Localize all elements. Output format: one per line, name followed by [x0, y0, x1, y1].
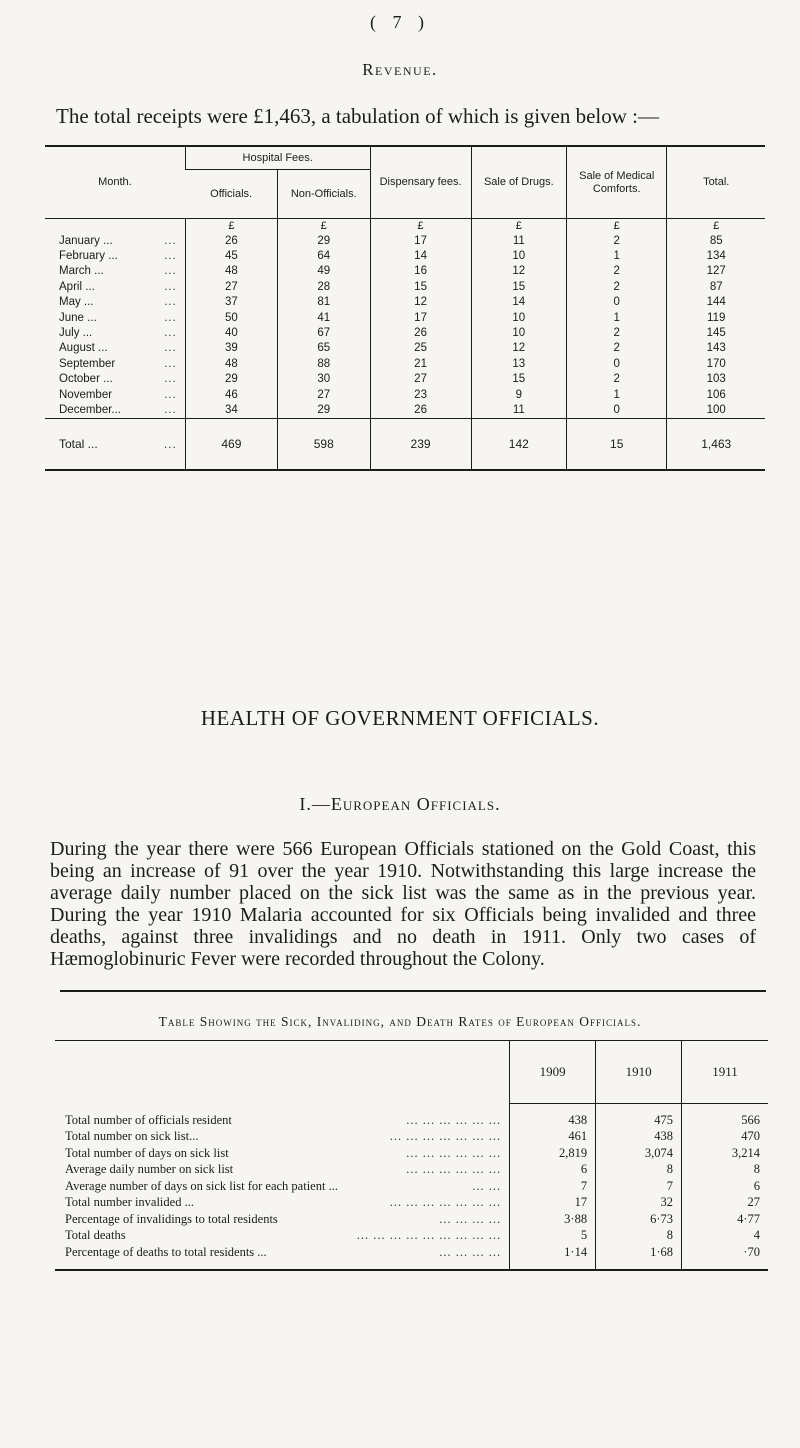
rates-row	[55, 1104, 768, 1129]
sale-drugs: 9	[471, 387, 566, 402]
officials-fee: 29	[185, 372, 277, 387]
month-total: 143	[667, 341, 765, 356]
currency-symbol: £	[667, 219, 765, 234]
leader-dots: ... ... ... ...	[439, 1211, 502, 1226]
month-row	[45, 356, 765, 371]
officials-fee: 26	[185, 233, 277, 248]
month-total: 106	[667, 387, 765, 402]
revenue-heading: Revenue.	[362, 60, 438, 79]
total-grand: 1,463	[667, 418, 765, 470]
value-1911: 4·77	[682, 1211, 768, 1228]
officials-fee: 39	[185, 341, 277, 356]
dispensary-fee: 21	[370, 356, 471, 371]
leader-dots: ... ... ... ...	[439, 1244, 502, 1259]
dispensary-fee: 17	[370, 310, 471, 325]
currency-symbol: £	[567, 219, 667, 234]
leader-dots: ...	[164, 250, 177, 263]
value-1909: 461	[510, 1129, 596, 1146]
officials-fee: 50	[185, 310, 277, 325]
value-1910: 8	[596, 1162, 682, 1179]
total-officials: 469	[185, 418, 277, 470]
sale-drugs: 10	[471, 325, 566, 340]
rates-row	[55, 1244, 768, 1270]
month-total: 119	[667, 310, 765, 325]
sale-comforts: 1	[567, 310, 667, 325]
row-label: Total number of days on sick list	[65, 1145, 229, 1160]
sale-comforts: 2	[567, 279, 667, 294]
col-sale-drugs: Sale of Drugs.	[471, 146, 566, 219]
total-dispensary: 239	[370, 418, 471, 470]
row-label: Average daily number on sick list	[65, 1162, 234, 1177]
month-label: August ...	[59, 342, 108, 355]
leader-dots: ...	[164, 342, 177, 355]
month-label: December...	[59, 403, 121, 416]
sale-drugs: 10	[471, 310, 566, 325]
rates-row	[55, 1178, 768, 1195]
non-officials-fee: 49	[277, 264, 370, 279]
non-officials-fee: 28	[277, 279, 370, 294]
currency-symbol: £	[471, 219, 566, 234]
sale-comforts: 0	[567, 295, 667, 310]
month-total: 170	[667, 356, 765, 371]
non-officials-fee: 67	[277, 325, 370, 340]
sale-comforts: 1	[567, 387, 667, 402]
value-1911: 4	[682, 1228, 768, 1245]
month-row	[45, 341, 765, 356]
rates-row	[55, 1195, 768, 1212]
officials-fee: 27	[185, 279, 277, 294]
dispensary-fee: 14	[370, 248, 471, 263]
value-1911: 27	[682, 1195, 768, 1212]
officials-fee: 48	[185, 264, 277, 279]
dispensary-fee: 26	[370, 402, 471, 418]
sale-comforts: 2	[567, 325, 667, 340]
value-1910: 475	[596, 1104, 682, 1129]
row-label: Average number of days on sick list for each patient ...	[65, 1178, 338, 1193]
rates-row	[55, 1228, 768, 1245]
col-dispensary: Dispensary fees.	[370, 146, 471, 219]
leader-dots: ... ... ... ... ... ... ...	[389, 1129, 502, 1144]
non-officials-fee: 64	[277, 248, 370, 263]
month-label: May ...	[59, 296, 94, 309]
non-officials-fee: 27	[277, 387, 370, 402]
value-1909: 2,819	[510, 1145, 596, 1162]
value-1910: 32	[596, 1195, 682, 1212]
leader-dots: ...	[164, 296, 177, 309]
sale-drugs: 12	[471, 264, 566, 279]
value-1911: ·70	[682, 1244, 768, 1270]
value-1911: 8	[682, 1162, 768, 1179]
sale-drugs: 11	[471, 402, 566, 418]
col-officials: Officials.	[185, 170, 277, 219]
month-row	[45, 264, 765, 279]
month-label: February ...	[59, 250, 118, 263]
col-month: Month.	[45, 146, 185, 219]
leader-dots: ... ... ... ... ... ...	[406, 1112, 502, 1127]
leader-dots: ...	[164, 280, 177, 293]
rates-row	[55, 1129, 768, 1146]
leader-dots: ...	[163, 436, 177, 451]
value-1911: 470	[682, 1129, 768, 1146]
health-paragraph: During the year there were 566 European Officials stationed on the Gold Coast, this being an increase of 91 over the year 1910. Notwithstanding this large increase the average daily number placed on the sick list was the same as in the previous year. During the year 1910 Malaria accounted for six Officials being invalided and three deaths, against three invalidings and no death in 1911. Only two cases of Hæmoglobinuric Fever were recorded throughout the Colony.	[50, 838, 756, 970]
non-officials-fee: 29	[277, 233, 370, 248]
month-row	[45, 325, 765, 340]
value-1909: 6	[510, 1162, 596, 1179]
european-officials-heading: I.—European Officials.	[299, 794, 501, 814]
rates-table	[55, 1040, 768, 1271]
sale-drugs: 11	[471, 233, 566, 248]
sale-drugs: 10	[471, 248, 566, 263]
currency-symbol: £	[185, 219, 277, 234]
month-row	[45, 295, 765, 310]
month-total: 103	[667, 372, 765, 387]
month-row	[45, 233, 765, 248]
row-label: Percentage of deaths to total residents ...	[65, 1244, 267, 1259]
month-total: 127	[667, 264, 765, 279]
value-1911: 6	[682, 1178, 768, 1195]
leader-dots: ... ... ... ... ... ...	[406, 1162, 502, 1177]
month-label: April ...	[59, 280, 95, 293]
month-row	[45, 402, 765, 418]
sale-comforts: 0	[567, 402, 667, 418]
rates-row	[55, 1145, 768, 1162]
value-1909: 1·14	[510, 1244, 596, 1270]
month-label: July ...	[59, 327, 93, 340]
month-row	[45, 279, 765, 294]
leader-dots: ...	[164, 311, 177, 324]
non-officials-fee: 41	[277, 310, 370, 325]
sale-drugs: 13	[471, 356, 566, 371]
dispensary-fee: 12	[370, 295, 471, 310]
sale-drugs: 15	[471, 279, 566, 294]
leader-dots: ...	[164, 357, 177, 370]
value-1911: 3,214	[682, 1145, 768, 1162]
officials-fee: 37	[185, 295, 277, 310]
month-label: November	[59, 388, 113, 401]
value-1911: 566	[682, 1104, 768, 1129]
rates-table-caption: Table Showing the Sick, Invaliding, and Death Rates of European Officials.	[158, 1014, 642, 1029]
revenue-intro: The total receipts were £1,463, a tabulation of which is given below :—	[56, 104, 660, 128]
month-row	[45, 248, 765, 263]
col-non-officials: Non-Officials.	[277, 170, 370, 219]
officials-fee: 45	[185, 248, 277, 263]
month-row	[45, 372, 765, 387]
leader-dots: ... ... ... ... ... ...	[406, 1145, 502, 1160]
revenue-table	[45, 145, 765, 471]
month-total: 100	[667, 402, 765, 418]
value-1910: 8	[596, 1228, 682, 1245]
leader-dots: ... ...	[472, 1178, 502, 1193]
dispensary-fee: 17	[370, 233, 471, 248]
total-comforts: 15	[567, 418, 667, 470]
row-label: Percentage of invalidings to total residents	[65, 1211, 278, 1226]
leader-dots: ...	[164, 265, 177, 278]
sale-drugs: 12	[471, 341, 566, 356]
currency-symbol: £	[370, 219, 471, 234]
value-1910: 7	[596, 1178, 682, 1195]
month-label: March ...	[59, 265, 104, 278]
sale-comforts: 2	[567, 264, 667, 279]
sale-comforts: 1	[567, 248, 667, 263]
value-1910: 6·73	[596, 1211, 682, 1228]
currency-symbol: £	[277, 219, 370, 234]
total-row	[45, 418, 765, 470]
divider	[60, 990, 766, 992]
currency-row	[45, 219, 765, 234]
value-1910: 438	[596, 1129, 682, 1146]
month-total: 145	[667, 325, 765, 340]
non-officials-fee: 65	[277, 341, 370, 356]
sale-drugs: 14	[471, 295, 566, 310]
value-1909: 17	[510, 1195, 596, 1212]
page-number: ( 7 )	[370, 12, 430, 32]
month-row	[45, 387, 765, 402]
sale-comforts: 2	[567, 372, 667, 387]
leader-dots: ...	[164, 327, 177, 340]
leader-dots: ... ... ... ... ... ... ...	[389, 1195, 502, 1210]
row-label: Total deaths	[65, 1228, 126, 1243]
sale-comforts: 2	[567, 233, 667, 248]
officials-fee: 34	[185, 402, 277, 418]
year-header: 1909	[510, 1041, 596, 1104]
rates-row	[55, 1211, 768, 1228]
month-total: 144	[667, 295, 765, 310]
officials-fee: 40	[185, 325, 277, 340]
officials-fee: 46	[185, 387, 277, 402]
dispensary-fee: 26	[370, 325, 471, 340]
row-label: Total number invalided ...	[65, 1195, 194, 1210]
officials-fee: 48	[185, 356, 277, 371]
sale-drugs: 15	[471, 372, 566, 387]
month-total: 85	[667, 233, 765, 248]
value-1910: 1·68	[596, 1244, 682, 1270]
value-1909: 438	[510, 1104, 596, 1129]
row-label: Total number of officials resident	[65, 1112, 232, 1127]
dispensary-fee: 27	[370, 372, 471, 387]
row-label: Total number on sick list...	[65, 1129, 199, 1144]
non-officials-fee: 30	[277, 372, 370, 387]
sale-comforts: 2	[567, 341, 667, 356]
dispensary-fee: 15	[370, 279, 471, 294]
dispensary-fee: 23	[370, 387, 471, 402]
month-label: September	[59, 357, 116, 370]
total-non-officials: 598	[277, 418, 370, 470]
leader-dots: ...	[164, 388, 177, 401]
col-total: Total.	[667, 146, 765, 219]
dispensary-fee: 16	[370, 264, 471, 279]
health-heading: HEALTH OF GOVERNMENT OFFICIALS.	[200, 706, 600, 730]
month-label: October ...	[59, 373, 113, 386]
value-1909: 3·88	[510, 1211, 596, 1228]
dispensary-fee: 25	[370, 341, 471, 356]
non-officials-fee: 88	[277, 356, 370, 371]
col-hospital-fees: Hospital Fees.	[185, 146, 370, 170]
leader-dots: ...	[164, 234, 177, 247]
leader-dots: ... ... ... ... ... ... ... ... ...	[356, 1228, 502, 1243]
leader-dots: ...	[164, 403, 177, 416]
month-total: 134	[667, 248, 765, 263]
sale-comforts: 0	[567, 356, 667, 371]
total-label: Total ...	[59, 436, 98, 451]
year-header: 1911	[682, 1041, 768, 1104]
rates-row	[55, 1162, 768, 1179]
month-total: 87	[667, 279, 765, 294]
month-label: June ...	[59, 311, 97, 324]
leader-dots: ...	[164, 373, 177, 386]
month-row	[45, 310, 765, 325]
non-officials-fee: 29	[277, 402, 370, 418]
month-label: January ...	[59, 234, 113, 247]
value-1910: 3,074	[596, 1145, 682, 1162]
year-header: 1910	[596, 1041, 682, 1104]
total-drugs: 142	[471, 418, 566, 470]
value-1909: 5	[510, 1228, 596, 1245]
non-officials-fee: 81	[277, 295, 370, 310]
value-1909: 7	[510, 1178, 596, 1195]
col-sale-comforts: Sale of Medical Comforts.	[567, 146, 667, 219]
